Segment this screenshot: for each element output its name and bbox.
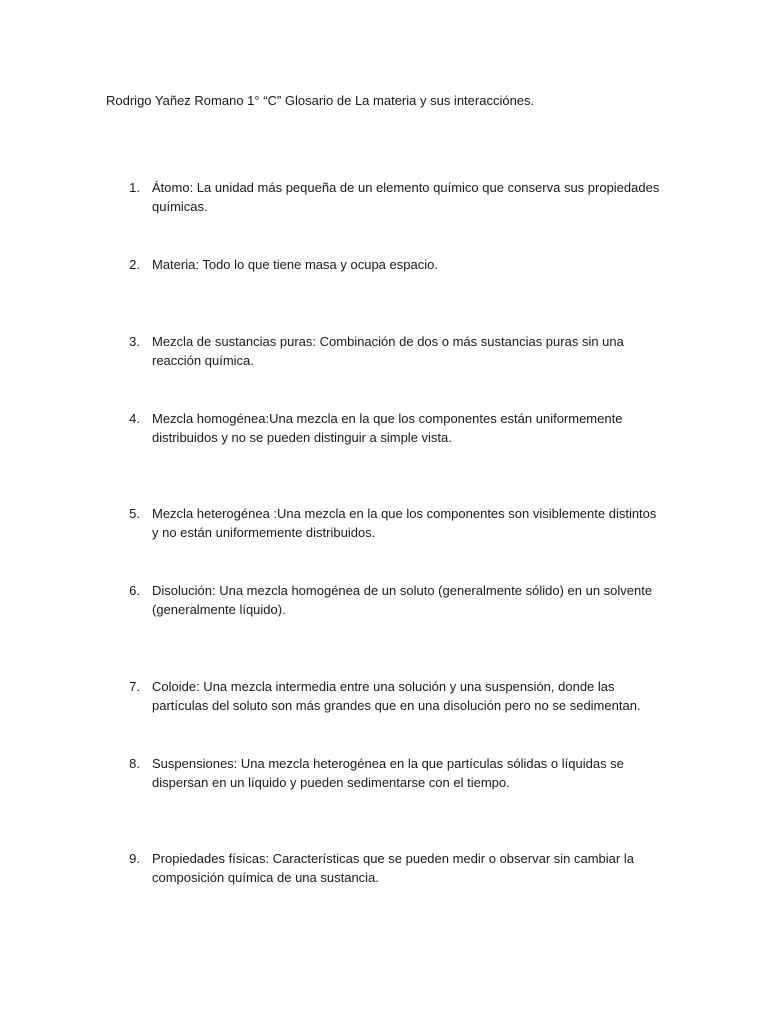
glossary-item <box>120 504 660 542</box>
document-header: Rodrigo Yañez Romano 1° “C” Glosario de La materia y sus interacciónes. <box>106 93 535 108</box>
item-text: Coloide: Una mezcla intermedia entre una solución y una suspensión, donde las partículas del soluto son más grandes que en una disolución pero no se sedimentan. <box>152 679 641 713</box>
item-number: 5. <box>129 506 140 521</box>
item-text: Disolución: Una mezcla homogénea de un soluto (generalmente sólido) en un solvente (generalmente líquido). <box>152 583 653 617</box>
item-number: 8. <box>129 756 140 771</box>
item-number: 4. <box>129 411 140 426</box>
item-text: Materia: Todo lo que tiene masa y ocupa espacio. <box>152 257 438 272</box>
glossary-item <box>120 409 660 447</box>
item-number: 6. <box>129 583 140 598</box>
item-text: Suspensiones: Una mezcla heterogénea en la que partículas sólidas o líquidas se dispersan en un líquido y pueden sedimentarse con el tiempo. <box>152 756 624 790</box>
item-text: Propiedades físicas: Características que se pueden medir o observar sin cambiar la composición química de una sustancia. <box>152 851 634 885</box>
item-number: 3. <box>129 334 140 349</box>
item-number: 7. <box>129 679 140 694</box>
glossary-item <box>120 677 660 715</box>
glossary-item <box>120 332 660 370</box>
glossary-item <box>120 754 660 792</box>
item-text: Mezcla homogénea:Una mezcla en la que los componentes están uniformemente distribuidos y no se pueden distinguir a simple vista. <box>152 411 623 445</box>
glossary-item <box>120 178 660 216</box>
glossary-item <box>120 581 660 619</box>
glossary-item <box>120 849 660 887</box>
item-text: Mezcla heterogénea :Una mezcla en la que los componentes son visiblemente distintos y no están uniformemente distribuidos. <box>152 506 657 540</box>
item-text: Átomo: La unidad más pequeña de un elemento químico que conserva sus propiedades químicas. <box>152 180 660 214</box>
item-text: Mezcla de sustancias puras: Combinación de dos o más sustancias puras sin una reacción química. <box>152 334 624 368</box>
glossary-item <box>120 255 660 274</box>
item-number: 2. <box>129 257 140 272</box>
item-number: 9. <box>129 851 140 866</box>
item-number: 1. <box>129 180 140 195</box>
